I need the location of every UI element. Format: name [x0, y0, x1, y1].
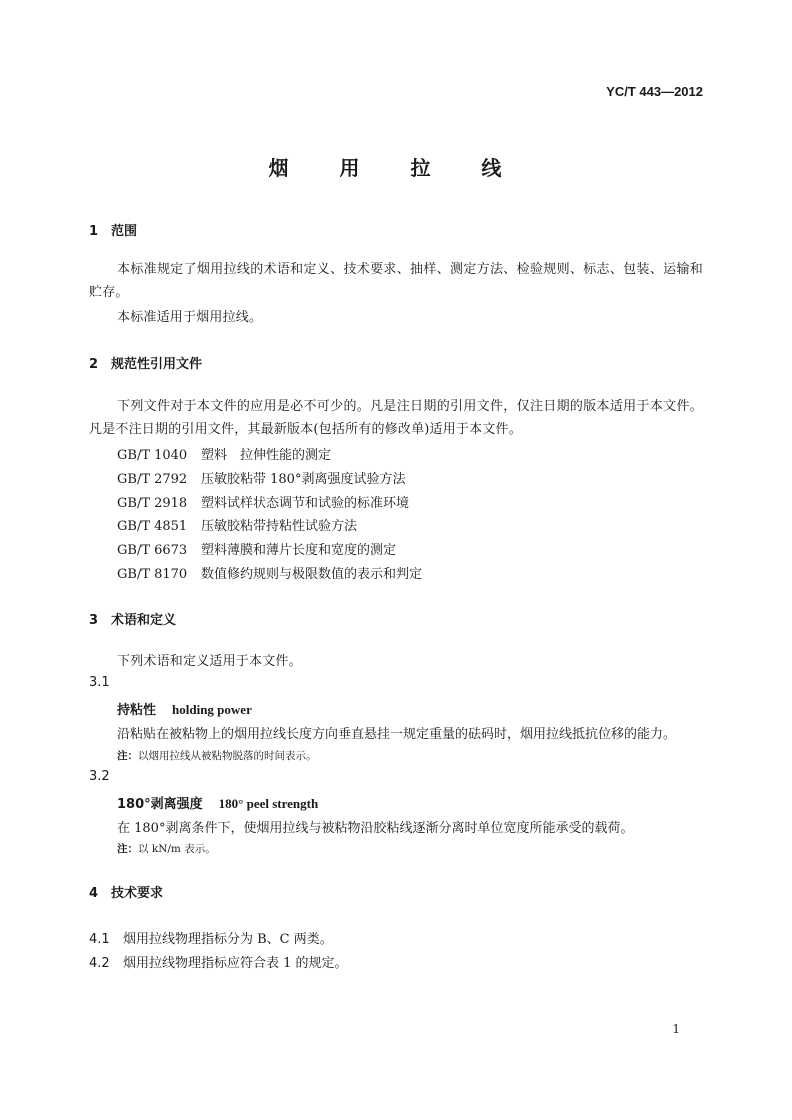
reference-title: 数值修约规则与极限数值的表示和判定	[201, 567, 423, 582]
term-en: holding power	[172, 702, 252, 717]
clause-text: 烟用拉线物理指标应符合表 1 的规定。	[123, 956, 348, 971]
term-heading	[117, 699, 252, 718]
term-heading	[117, 793, 318, 812]
section-title: 范围	[111, 224, 138, 239]
reference-code: GB/T 4851	[117, 519, 188, 534]
clause-item	[89, 952, 348, 971]
term-zh: 持粘性	[117, 703, 157, 718]
term-number: 3.2	[89, 769, 110, 784]
section-number: 2	[89, 357, 99, 372]
standard-code: YC/T 443—2012	[606, 84, 703, 99]
clause-number: 4.2	[89, 956, 110, 971]
term-definition: 沿粘贴在被粘物上的烟用拉线长度方向垂直悬挂一规定重量的砝码时，烟用拉线抵抗位移的能力。	[117, 727, 677, 742]
clause-item	[89, 928, 333, 947]
reference-code: GB/T 8170	[117, 567, 188, 582]
section-number: 1	[89, 224, 99, 239]
note-label: 注：	[117, 750, 138, 762]
section-title: 技术要求	[111, 886, 164, 901]
reference-title: 塑料试样状态调节和试验的标准环境	[201, 496, 410, 511]
note-text: 以烟用拉线从被粘物脱落的时间表示。	[138, 750, 317, 762]
term-en: 180° peel strength	[218, 796, 319, 811]
reference-code: GB/T 6673	[117, 543, 188, 558]
reference-item	[117, 444, 331, 463]
section-3-heading	[89, 609, 176, 628]
reference-item	[117, 492, 409, 511]
term-definition: 在 180°剥离条件下，使烟用拉线与被粘物沿胶粘线逐渐分离时单位宽度所能承受的载荷。	[117, 821, 634, 836]
clause-number: 4.1	[89, 932, 110, 947]
section-4-heading	[89, 882, 163, 901]
clause-text: 烟用拉线物理指标分为 B、C 两类。	[123, 932, 333, 947]
reference-item	[117, 539, 396, 558]
section-title: 规范性引用文件	[111, 357, 203, 372]
reference-item	[117, 563, 422, 582]
reference-title: 塑料 拉伸性能的测定	[201, 448, 332, 463]
page-number: 1	[672, 1022, 680, 1036]
term-note	[117, 841, 216, 856]
section-number: 4	[89, 886, 99, 901]
section-1-heading	[89, 220, 137, 239]
reference-item	[117, 515, 357, 534]
reference-title: 压敏胶粘带 180°剥离强度试验方法	[201, 472, 406, 487]
term-zh: 180°剥离强度	[117, 797, 203, 812]
reference-item	[117, 468, 405, 487]
section-title: 术语和定义	[111, 613, 177, 628]
note-label: 注：	[117, 843, 138, 855]
section-number: 3	[89, 613, 99, 628]
section-1-paragraph-2: 本标准适用于烟用拉线。	[117, 310, 263, 325]
term-number: 3.1	[89, 675, 110, 690]
note-text: 以 kN/m 表示。	[138, 843, 216, 855]
reference-code: GB/T 1040	[117, 448, 188, 463]
section-2-intro: 下列文件对于本文件的应用是必不可少的。凡是注日期的引用文件，仅注日期的版本适用于本文件。凡是不注日期的引用文件，其最新版本(包括所有的修改单)适用于本文件。	[89, 399, 703, 437]
term-note	[117, 748, 317, 763]
section-1-paragraph-1: 本标准规定了烟用拉线的术语和定义、技术要求、抽样、测定方法、检验规则、标志、包装、运输和贮存。	[89, 262, 703, 300]
section-2-heading	[89, 353, 202, 372]
section-3-intro: 下列术语和定义适用于本文件。	[117, 654, 302, 669]
reference-code: GB/T 2792	[117, 472, 188, 487]
reference-code: GB/T 2918	[117, 496, 188, 511]
reference-title: 塑料薄膜和薄片长度和宽度的测定	[201, 543, 397, 558]
document-title: 烟 用 拉 线	[268, 156, 524, 180]
reference-title: 压敏胶粘带持粘性试验方法	[201, 519, 358, 534]
